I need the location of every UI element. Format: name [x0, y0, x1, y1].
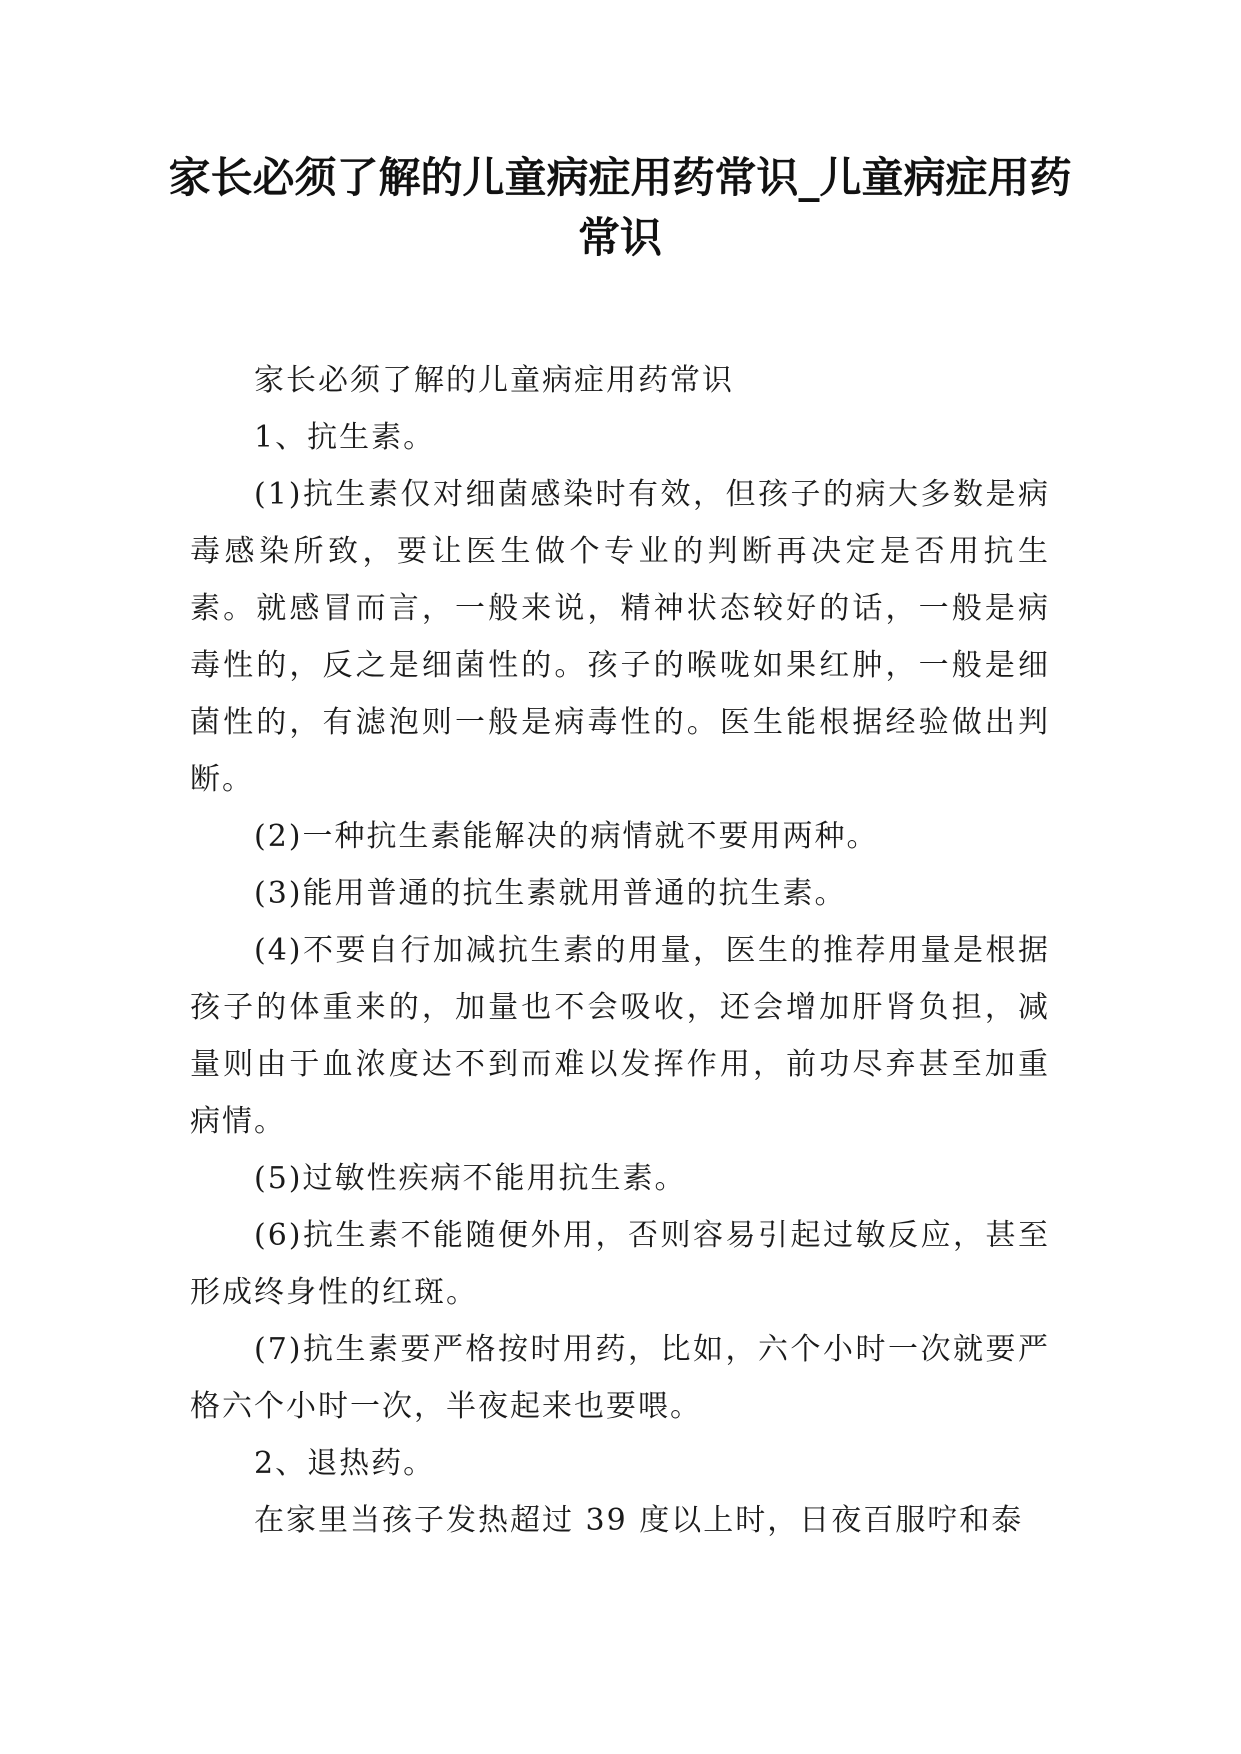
paragraph-item-2: (2)一种抗生素能解决的病情就不要用两种。: [254, 819, 879, 854]
paragraph-section-1: 1、抗生素。: [254, 420, 436, 455]
paragraph-fever-intro: 在家里当孩子发热超过 39 度以上时，日夜百服咛和泰: [254, 1503, 1024, 1538]
paragraph-item-5: (5)过敏性疾病不能用抗生素。: [254, 1161, 687, 1196]
paragraph-section-2: 2、退热药。: [254, 1446, 436, 1481]
paragraph-heading: 家长必须了解的儿童病症用药常识: [254, 363, 734, 398]
paragraph-item-3: (3)能用普通的抗生素就用普通的抗生素。: [254, 876, 847, 911]
paragraph-item-4: (4)不要自行加减抗生素的用量，医生的推荐用量是根据孩子的体重来的，加量也不会吸收，还会增加肝肾负担，减量则由于血浓度达不到而难以发挥作用，前功尽弃甚至加重病情。: [190, 933, 1050, 1139]
paragraph-item-6: (6)抗生素不能随便外用，否则容易引起过敏反应，甚至形成终身性的红斑。: [190, 1218, 1050, 1310]
paragraph-item-1: (1)抗生素仅对细菌感染时有效，但孩子的病大多数是病毒感染所致，要让医生做个专业的判断再决定是否用抗生素。就感冒而言，一般来说，精神状态较好的话，一般是病毒性的，反之是细菌性的。孩子的喉咙如果红肿，一般是细菌性的，有滤泡则一般是病毒性的。医生能根据经验做出判断。: [190, 477, 1050, 797]
document-title: 家长必须了解的儿童病症用药常识_儿童病症用药常识: [168, 153, 1072, 262]
paragraph-item-7: (7)抗生素要严格按时用药，比如，六个小时一次就要严格六个小时一次，半夜起来也要喂。: [190, 1332, 1050, 1424]
document-body: [190, 352, 1050, 1549]
